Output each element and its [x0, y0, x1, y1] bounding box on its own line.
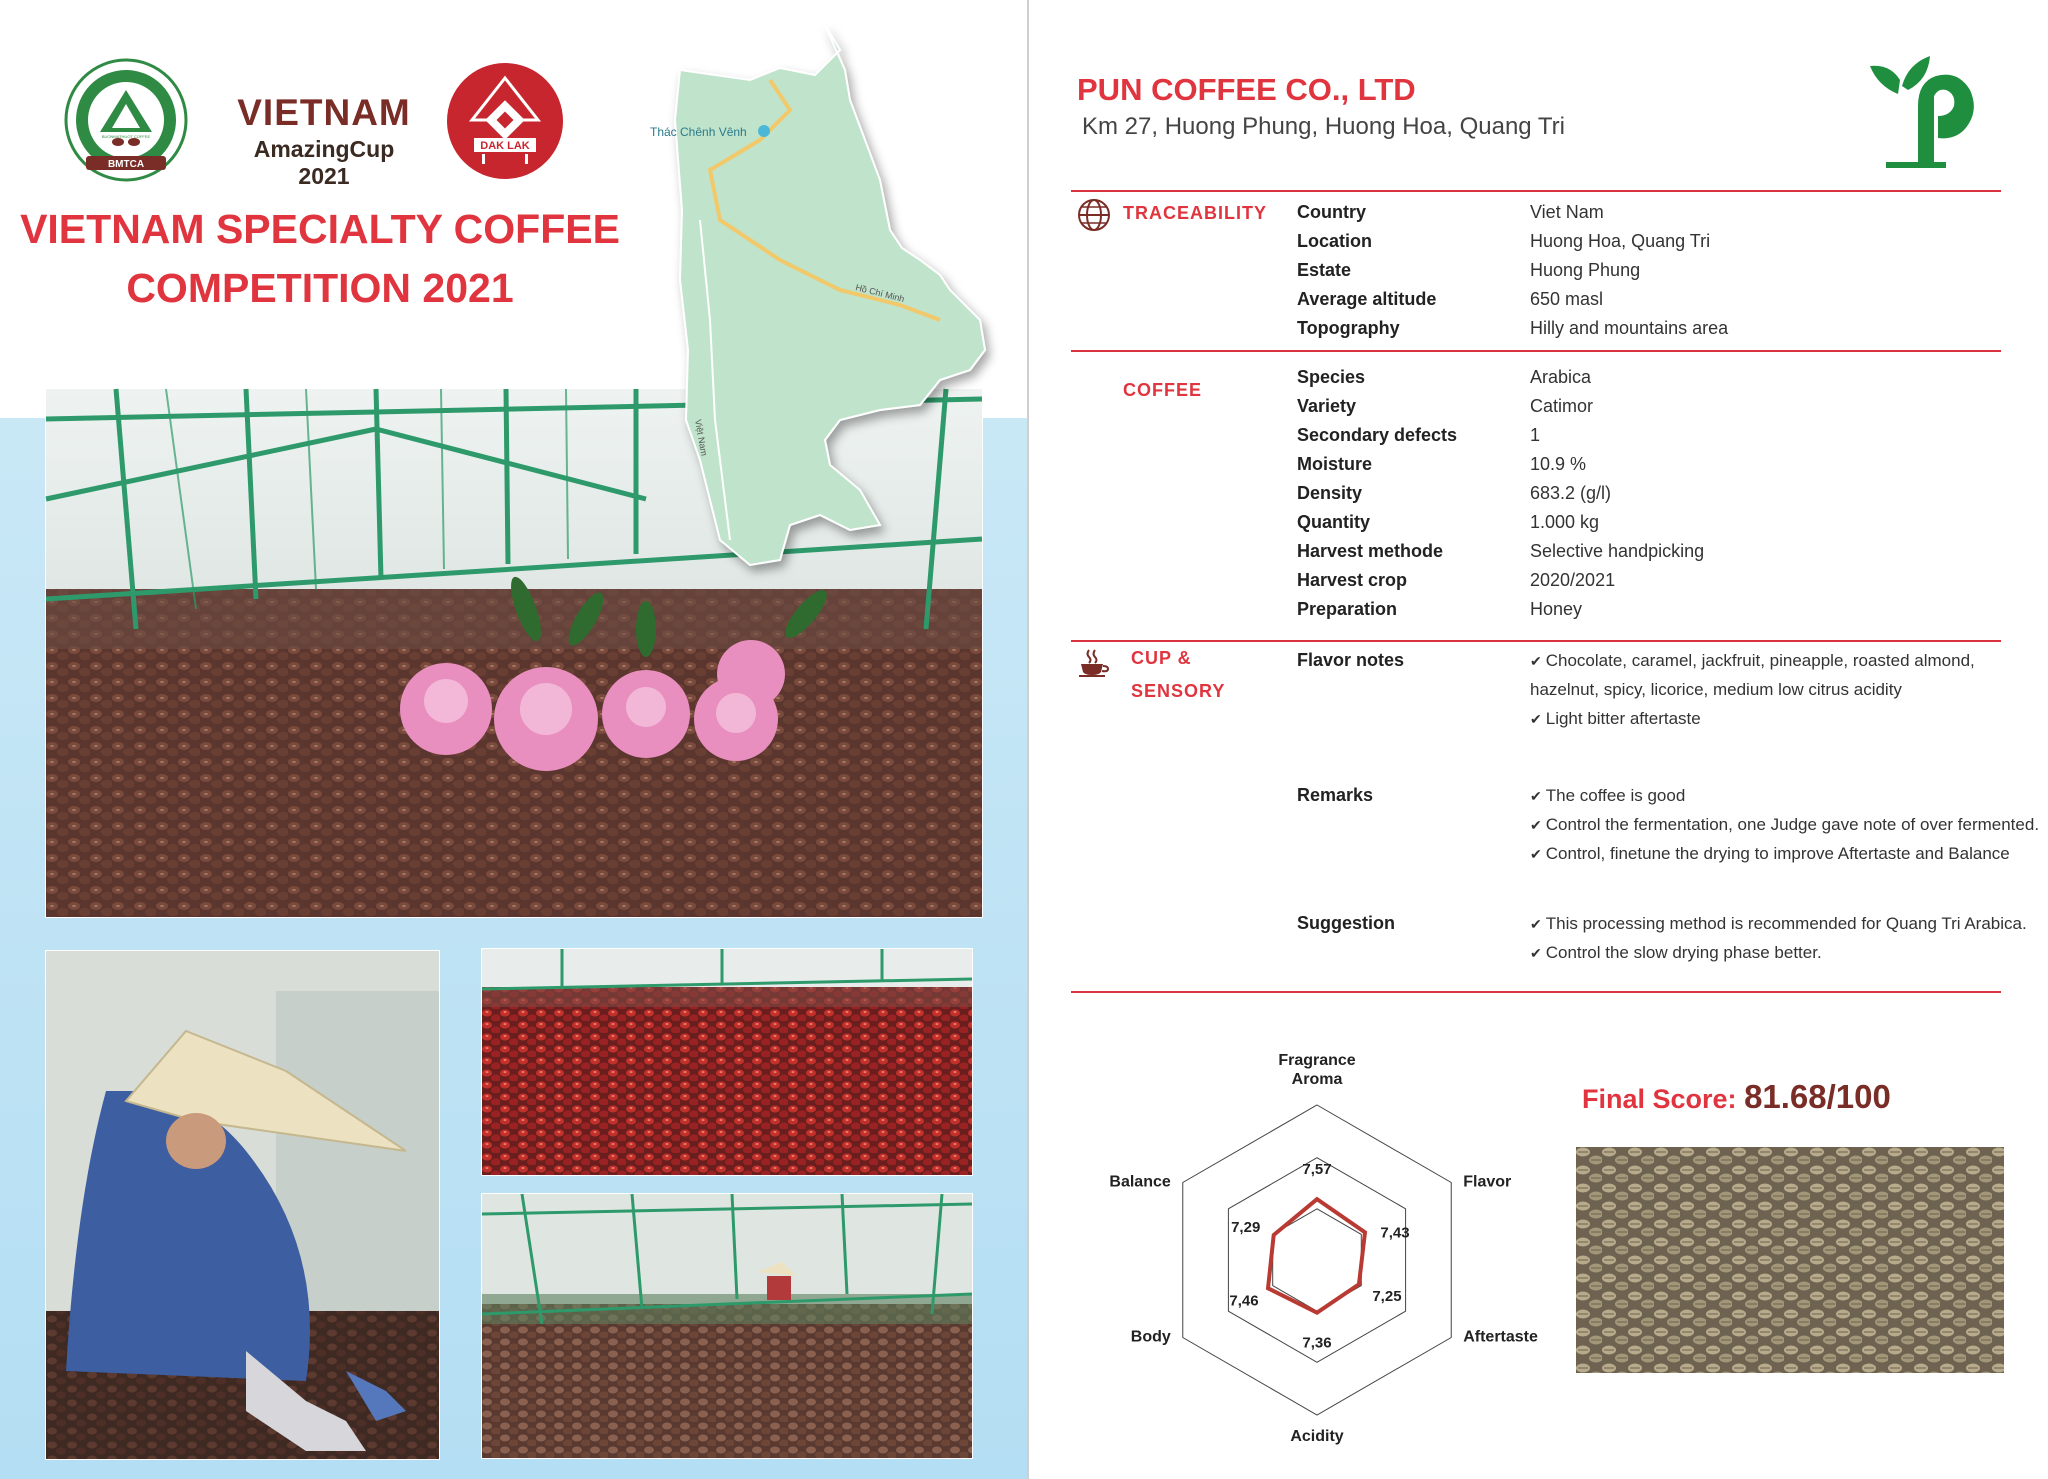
divider-top: [1071, 190, 2001, 192]
check-icon: ✔: [1530, 711, 1542, 727]
flavor-note-2-text: Light bitter aftertaste: [1545, 709, 1701, 728]
competition-title-line2: COMPETITION 2021: [126, 265, 514, 311]
coffee-value-preparation: Honey: [1530, 599, 1583, 619]
radar-value-label-2: 7,25: [1372, 1288, 1402, 1306]
coffee-value-harvest-crop: 2020/2021: [1530, 570, 1616, 590]
final-score: [1582, 1078, 1891, 1116]
remarks-label: Remarks: [1297, 785, 1374, 805]
vietnam-amazing-cup: [229, 92, 419, 190]
coffee-label: COFFEE: [1123, 380, 1203, 400]
farmer-photo: [45, 950, 440, 1460]
vietnam-text: VIETNAM: [237, 92, 411, 133]
trace-label-topography: Topography: [1297, 318, 1400, 338]
region-map: [640, 20, 1010, 580]
radar-value-label-0: 7,57: [1302, 1161, 1332, 1179]
divider-cup: [1071, 991, 2001, 993]
trace-value-altitude: 650 masl: [1530, 289, 1604, 309]
remark-1-text: The coffee is good: [1545, 786, 1686, 805]
radar-category-label-1: Flavor: [1463, 1173, 1512, 1191]
green-beans-photo: [1576, 1147, 2004, 1373]
coffee-value-quantity: 1.000 kg: [1530, 512, 1600, 532]
radar-grid-ring-0: [1183, 1105, 1451, 1415]
suggestion-1-text: This processing method is recommended for Quang Tri Arabica.: [1545, 914, 2027, 933]
daklak-logo-text: DAK LAK: [480, 140, 530, 152]
coffee-value-harvest-method: Selective handpicking: [1530, 541, 1705, 561]
coffee-label-preparation: Preparation: [1297, 599, 1398, 619]
right-page: [1029, 0, 2048, 1479]
greenhouse-worker-photo: [481, 1193, 973, 1459]
radar-category-label-2: Aftertaste: [1463, 1328, 1538, 1346]
bmtca-ribbon-text: BMTCA: [107, 159, 145, 170]
remark-3: [1530, 844, 2010, 864]
radar-grid-ring-1: [1228, 1158, 1405, 1363]
radar-value-label-5: 7,29: [1231, 1219, 1261, 1237]
coffee-label-density: Density: [1297, 483, 1363, 503]
radar-value-label-1: 7,43: [1380, 1224, 1410, 1242]
map-waterfall-label: Thác Chênh Vênh: [650, 125, 747, 139]
bmtca-sub-text: BUONMATHUOT COFFEE: [101, 134, 151, 139]
coffee-label-quantity: Quantity: [1297, 512, 1371, 532]
pun-coffee-logo: [1858, 46, 1984, 170]
check-icon: ✔: [1530, 788, 1542, 804]
map-road-label: Hồ Chí Minh: [854, 282, 906, 305]
flavor-note-1-cont: [1530, 680, 1902, 700]
company-name: PUN COFFEE CO., LTD: [1077, 72, 1416, 107]
remark-2: [1530, 815, 2039, 835]
final-score-label: Final Score:: [1582, 1084, 1737, 1114]
trace-value-country: Viet Nam: [1530, 202, 1604, 222]
coffee-value-defects: 1: [1530, 425, 1541, 445]
coffee-value-moisture: 10.9 %: [1530, 454, 1587, 474]
flavor-note-1-cont-text: hazelnut, spicy, licorice, medium low citrus acidity: [1530, 680, 1902, 699]
radar-category-label-5: Balance: [1109, 1173, 1171, 1191]
trace-label-estate: Estate: [1297, 260, 1352, 280]
trace-label-location: Location: [1297, 231, 1372, 251]
coffee-label-variety: Variety: [1297, 396, 1357, 416]
coffee-label-harvest-method: Harvest methode: [1297, 541, 1444, 561]
coffee-cup-icon: [1077, 648, 1111, 678]
check-icon: ✔: [1530, 945, 1542, 961]
competition-title-line1: VIETNAM SPECIALTY COFFEE: [20, 206, 620, 252]
trace-label-altitude: Average altitude: [1297, 289, 1437, 309]
traceability-label: TRACEABILITY: [1123, 203, 1267, 223]
suggestion-2-text: Control the slow drying phase better.: [1545, 943, 1822, 962]
coffee-label-species: Species: [1297, 367, 1366, 387]
cup-label-line2: SENSORY: [1131, 681, 1226, 701]
company-address: Km 27, Huong Phung, Huong Hoa, Quang Tri: [1082, 113, 1565, 140]
trace-label-country: Country: [1297, 202, 1366, 222]
map-road-label-2: Việt Nam: [693, 418, 710, 457]
radar-category-label-0-1: Aroma: [1291, 1071, 1343, 1088]
suggestion-label: Suggestion: [1297, 913, 1395, 933]
check-icon: ✔: [1530, 916, 1542, 932]
sensory-radar-chart: [1069, 1010, 1538, 1450]
cup-label-line1: CUP &: [1131, 648, 1192, 668]
check-icon: ✔: [1530, 817, 1542, 833]
red-cherries-photo: [481, 948, 973, 1176]
trace-value-topography: Hilly and mountains area: [1530, 318, 1729, 338]
check-icon: ✔: [1530, 846, 1542, 862]
coffee-label-defects: Secondary defects: [1297, 425, 1458, 445]
suggestion-2: [1530, 943, 1822, 963]
final-score-value: 81.68/100: [1744, 1078, 1891, 1115]
coffee-value-variety: Catimor: [1530, 396, 1594, 416]
radar-value-label-4: 7,46: [1229, 1292, 1259, 1310]
flavor-note-1-text: Chocolate, caramel, jackfruit, pineapple, roasted almond,: [1545, 651, 1975, 670]
trace-value-location: Huong Hoa, Quang Tri: [1530, 231, 1711, 251]
flavor-notes-label: Flavor notes: [1297, 650, 1405, 670]
remark-3-text: Control, finetune the drying to improve Aftertaste and Balance: [1545, 844, 2010, 863]
radar-category-label-4: Body: [1130, 1328, 1171, 1346]
coffee-label-moisture: Moisture: [1297, 454, 1373, 474]
flavor-note-2: [1530, 709, 1701, 729]
globe-icon: [1077, 198, 1111, 232]
bmtca-logo: [64, 58, 188, 182]
daklak-logo: [446, 62, 564, 180]
check-icon: ✔: [1530, 653, 1542, 669]
divider-traceability: [1071, 350, 2001, 352]
radar-series-line: [1268, 1199, 1365, 1313]
competition-title: [20, 200, 620, 318]
suggestion-1: [1530, 914, 2027, 934]
flavor-note-1: [1530, 651, 1975, 671]
radar-category-label-3: Acidity: [1290, 1428, 1344, 1445]
remark-2-text: Control the fermentation, one Judge gave note of over fermented.: [1545, 815, 2040, 834]
divider-coffee: [1071, 640, 2001, 642]
coffee-value-species: Arabica: [1530, 367, 1592, 387]
amazing-cup-text: AmazingCup 2021: [253, 136, 395, 189]
coffee-label-harvest-crop: Harvest crop: [1297, 570, 1408, 590]
radar-value-label-3: 7,36: [1302, 1334, 1332, 1352]
remark-1: [1530, 786, 1685, 806]
radar-category-label-0-0: Fragrance: [1278, 1052, 1356, 1069]
trace-value-estate: Huong Phung: [1530, 260, 1641, 280]
coffee-value-density: 683.2 (g/l): [1530, 483, 1612, 503]
